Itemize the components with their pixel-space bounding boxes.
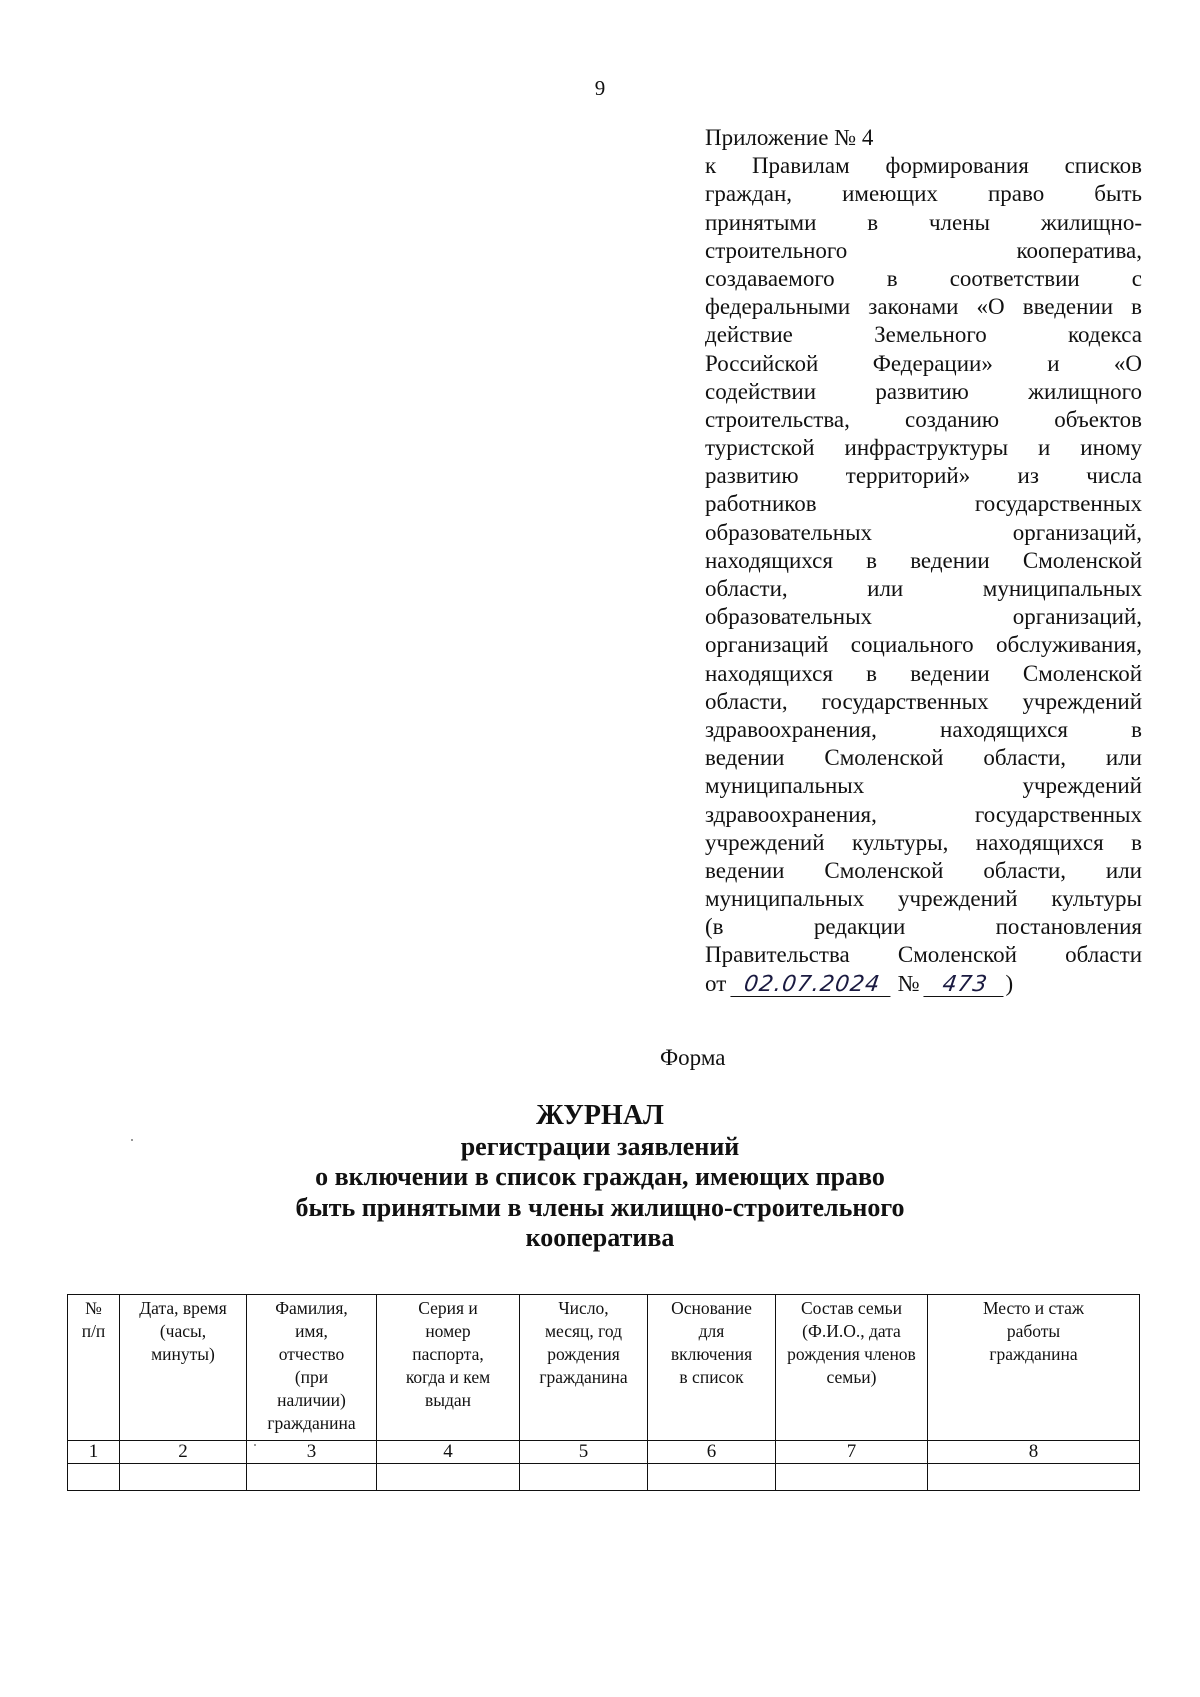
column-header-line: гражданина (989, 1344, 1078, 1364)
column-number-2: 2 (120, 1441, 247, 1464)
annex-line: находящихся в ведении Смоленской (705, 660, 1142, 686)
table-column-numbers-row (68, 1441, 1140, 1464)
column-header-1 (68, 1295, 120, 1441)
column-number-3: 3 (247, 1441, 377, 1464)
column-header-line: Число, (558, 1298, 609, 1318)
annex-line: создаваемого в соответствии с (705, 265, 1142, 291)
annex-footer-suffix: ) (1005, 970, 1014, 996)
column-number-1: 1 (68, 1441, 120, 1464)
annex-line: развитию территорий» из числа (705, 463, 1142, 489)
column-header-line: (Ф.И.О., дата (802, 1321, 901, 1341)
column-header-line: отчество (278, 1344, 345, 1364)
column-header-line: выдан (424, 1390, 472, 1410)
column-header-6 (648, 1295, 776, 1441)
column-header-line: гражданина (267, 1413, 356, 1433)
table-cell[interactable] (377, 1464, 520, 1491)
annex-line: содействии развитию жилищного (705, 378, 1142, 404)
column-header-line: включения (670, 1344, 753, 1364)
annex-line: граждан, имеющих право быть (705, 181, 1142, 207)
annex-line: Правительства Смоленской области (705, 942, 1142, 968)
column-number-8: 8 (928, 1441, 1140, 1464)
column-header-line: гражданина (539, 1367, 628, 1387)
title-line-3: о включении в список граждан, имеющих право (315, 1162, 885, 1191)
annex-line: принятыми в члены жилищно- (705, 209, 1142, 235)
column-header-4 (377, 1295, 520, 1441)
column-number-6: 6 (648, 1441, 776, 1464)
column-header-line: (часы, (159, 1321, 207, 1341)
column-header-line: месяц, год (544, 1321, 623, 1341)
title-line-2: регистрации заявлений (460, 1131, 740, 1161)
journal-table (67, 1294, 1140, 1491)
annex-line: туристской инфраструктуры и иному (705, 435, 1142, 461)
annex-line: организаций социального обслуживания, (705, 632, 1142, 658)
annex-line: образовательных организаций, (705, 519, 1142, 545)
table-cell[interactable] (520, 1464, 648, 1491)
column-header-line: Состав семьи (800, 1298, 903, 1318)
column-header-line: п/п (81, 1321, 106, 1341)
column-header-line: рождения членов (787, 1344, 916, 1364)
column-header-line: работы (1006, 1321, 1061, 1341)
column-header-line: Дата, время (139, 1298, 227, 1318)
column-header-7 (776, 1295, 928, 1441)
annex-line: образовательных организаций, (705, 604, 1142, 630)
title-line-4: быть принятыми в члены жилищно-строительного (295, 1192, 905, 1222)
scan-speck (131, 1139, 133, 1141)
form-label: Форма (660, 1045, 726, 1070)
column-header-8 (928, 1295, 1140, 1441)
column-header-line: в список (679, 1367, 744, 1387)
annex-line: строительного кооператива, (705, 237, 1142, 263)
annex-line: работников государственных (705, 491, 1142, 517)
annex-line: ведении Смоленской области, или (705, 745, 1142, 771)
table-header-row (68, 1295, 1140, 1441)
table-cell[interactable] (68, 1464, 120, 1491)
annex-line: области, государственных учреждений (705, 688, 1142, 714)
scan-speck (254, 1444, 256, 1446)
table-cell[interactable] (928, 1464, 1140, 1491)
column-header-line: когда и кем (405, 1367, 491, 1387)
annex-title: Приложение № 4 (705, 125, 874, 150)
handwritten-number: 473 (924, 974, 1007, 997)
annex-line: здравоохранения, государственных (705, 801, 1142, 827)
annex-line: здравоохранения, находящихся в (705, 716, 1142, 742)
column-header-2 (120, 1295, 247, 1441)
annex-line: области, или муниципальных (705, 576, 1142, 602)
annex-line: учреждений культуры, находящихся в (705, 829, 1142, 855)
column-header-line: паспорта, (412, 1344, 484, 1364)
annex-line: ведении Смоленской области, или (705, 857, 1142, 883)
title-line-5: кооператива (525, 1223, 675, 1252)
column-number-4: 4 (377, 1441, 520, 1464)
annex-line: строительства, созданию объектов (705, 406, 1142, 432)
column-header-line: для (698, 1321, 725, 1341)
table-cell[interactable] (247, 1464, 377, 1491)
annex-footer (705, 970, 1142, 998)
column-header-3 (247, 1295, 377, 1441)
annex-line: Российской Федерации» и «О (705, 350, 1142, 376)
table-row (68, 1464, 1140, 1491)
annex-line: муниципальных учреждений (705, 773, 1142, 799)
page-number: 9 (594, 76, 606, 100)
column-header-5 (520, 1295, 648, 1441)
annex-footer-prefix: от (705, 970, 727, 996)
table-cell[interactable] (776, 1464, 928, 1491)
column-header-line: Фамилия, (275, 1298, 348, 1318)
annex-line: муниципальных учреждений культуры (705, 886, 1142, 912)
column-header-line: № (85, 1298, 102, 1318)
annex-text (705, 152, 1142, 969)
column-header-line: наличии) (277, 1390, 346, 1410)
column-header-line: Основание (671, 1298, 752, 1318)
column-header-line: номер (425, 1321, 471, 1341)
annex-line: федеральными законами «О введении в (705, 294, 1142, 320)
column-header-line: Серия и (418, 1298, 478, 1318)
column-header-line: (при (294, 1367, 329, 1387)
column-header-line: рождения (547, 1344, 620, 1364)
handwritten-date: 02.07.2024 (730, 974, 893, 997)
column-header-line: семьи) (826, 1367, 877, 1387)
annex-line: действие Земельного кодекса (705, 322, 1142, 348)
annex-block (705, 124, 1142, 998)
column-header-line: Место и стаж (982, 1298, 1085, 1318)
title-line-1: ЖУРНАЛ (536, 1100, 664, 1131)
table-cell[interactable] (120, 1464, 247, 1491)
annex-line: к Правилам формирования списков (705, 153, 1142, 179)
number-sign: № (897, 970, 920, 996)
document-title (0, 1101, 1200, 1254)
column-header-line: минуты) (151, 1344, 215, 1364)
column-header-line: имя, (295, 1321, 328, 1341)
annex-line: находящихся в ведении Смоленской (705, 547, 1142, 573)
column-number-7: 7 (776, 1441, 928, 1464)
annex-line: (в редакции постановления (705, 914, 1142, 940)
table-cell[interactable] (648, 1464, 776, 1491)
column-number-5: 5 (520, 1441, 648, 1464)
